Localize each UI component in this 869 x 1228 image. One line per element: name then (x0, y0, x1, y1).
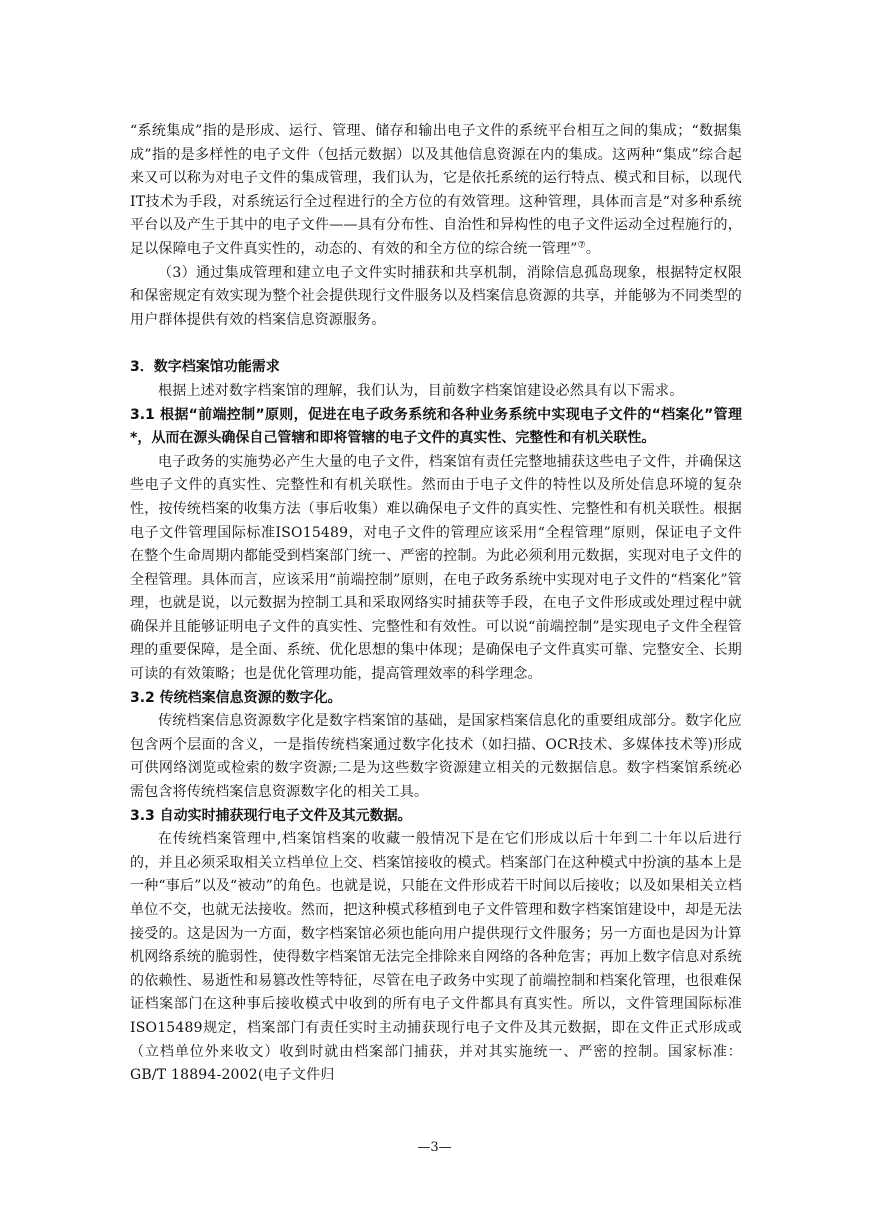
section-heading-3: 3．数字档案馆功能需求 (130, 359, 280, 376)
paragraph-front-end-control: 电子政务的实施势必产生大量的电子文件，档案馆有责任完整地捕获这些电子文件，并确保这些电子文件的真实性、完整性和有机关联性。然而由于电子文件的特性以及所处信息环境的复杂性，按传统档案的收集方法（事后收集）难以确保电子文件的真实性、完整性和有机关联性。根据电子文件管理国际标准ISO15489，对电子文件的管理应该采用“全程管理”原则，保证电子文件在整个生命周期内都能受到档案部门统一、严密的控制。为此必须利用元数据，实现对电子文件的全程管理。具体而言，应该采用“前端控制”原则，在电子政务系统中实现对电子文件的“档案化”管理，也就是说，以元数据为控制工具和采取网络实时捕获等手段，在电子文件形成或处理过程中就确保并且能够证明电子文件的真实性、完整性和有效性。可以说“前端控制”是实现电子文件全程管理的重要保障，是全面、系统、优化思想的集中体现；是确保电子文件真实可靠、完整安全、长期可读的有效策略；也是优化管理功能，提高管理效率的科学理念。 (130, 453, 742, 683)
section-heading-3-3: 3.3 自动实时捕获现行电子文件及其元数据。 (130, 807, 412, 824)
page-body (130, 120, 742, 1088)
section-heading-3-1: 3.1 根据“前端控制”原则，促进在电子政务系统和各种业务系统中实现电子文件的“档案化”管理*，从而在源头确保自己管辖和即将管辖的电子文件的真实性、完整性和有机关联性。 (130, 406, 742, 447)
paragraph-integrated-management: （3）通过集成管理和建立电子文件实时捕获和共享机制，消除信息孤岛现象，根据特定权限和保密规定有效实现为整个社会提供现行文件服务以及档案信息资源的共享，并能够为不同类型的用户群体提供有效的档案信息资源服务。 (130, 264, 742, 328)
paragraph-realtime-capture: 在传统档案管理中,档案馆档案的收藏一般情况下是在它们形成以后十年到二十年以后进行的，并且必须采取相关立档单位上交、档案馆接收的模式。档案部门在这种模式中扮演的基本上是一种“事后”以及“被动”的角色。也就是说，只能在文件形成若干时间以后接收；以及如果相关立档单位不交，也就无法接收。然而，把这种模式移植到电子文件管理和数字档案馆建设中，却是无法接受的。这是因为一方面，数字档案馆必须也能向用户提供现行文件服务；另一方面也是因为计算机网络系统的脆弱性，使得数字档案馆无法完全排除来自网络的各种危害；再加上数字信息对系统的依赖性、易逝性和易篡改性等特征，尽管在电子政务中实现了前端控制和档案化管理，也很难保证档案部门在这种事后接收模式中收到的所有电子文件都具有真实性。所以，文件管理国际标准ISO15489规定，档案部门有责任实时主动捕获现行电子文件及其元数据，即在文件正式形成或（立档单位外来收文）收到时就由档案部门捕获，并对其实施统一、严密的控制。国家标准：GB/T 18894-2002(电子文件归 (130, 831, 742, 1084)
paragraph-end: 。 (585, 240, 601, 257)
paragraph-digitization: 传统档案信息资源数字化是数字档案馆的基础，是国家档案信息化的重要组成部分。数字化应包含两个层面的含义，一是指传统档案通过数字化技术（如扫描、OCR技术、多媒体技术等)形成可供网络浏览或检索的数字资源;二是为这些数字资源建立相关的元数据信息。数字档案馆系统必需包含将传统档案信息资源数字化的相关工具。 (130, 713, 742, 801)
paragraph-requirements-intro: 根据上述对数字档案馆的理解，我们认为，目前数字档案馆建设必然具有以下需求。 (158, 382, 684, 399)
section-spacer (130, 332, 742, 356)
footnote-marker: ⑦ (577, 240, 586, 251)
paragraph-system-integration (130, 120, 742, 262)
section-heading-3-2: 3.2 传统档案信息资源的数字化。 (130, 689, 342, 706)
paragraph-text: “系统集成”指的是形成、运行、管理、储存和输出电子文件的系统平台相互之间的集成；“数据集成”指的是多样性的电子文件（包括元数据）以及其他信息资源在内的集成。这两种“集成”综合起来又可以称为对电子文件的集成管理，我们认为，它是依托系统的运行特点、模式和目标，以现代IT技术为手段，对系统运行全过程进行的全方位的有效管理。这种管理，具体而言是“对多种系统平台以及产生于其中的电子文件——具有分布性、自治性和异构性的电子文件运动全过程施行的，足以保障电子文件真实性的，动态的、有效的和全方位的综合统一管理” (130, 123, 742, 257)
page-number: —3— (417, 1140, 452, 1155)
